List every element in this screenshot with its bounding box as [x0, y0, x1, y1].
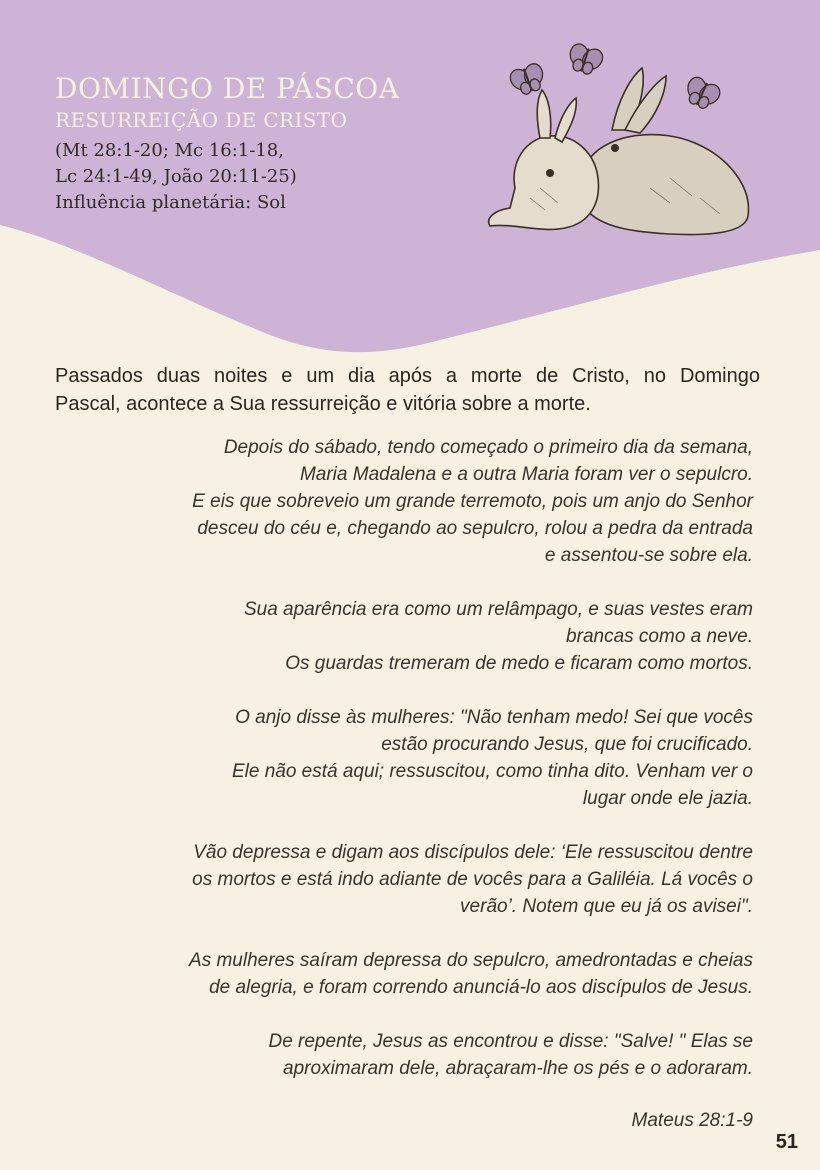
scripture-line: verão’. Notem que eu já os avisei". [460, 896, 753, 917]
intro-line: Passados duas noites e um dia após a morte de Cristo, no Domingo [55, 365, 760, 387]
scripture-stanza [113, 704, 753, 812]
scripture-line: Sua aparência era como um relâmpago, e suas vestes eram [243, 599, 753, 620]
scripture-stanza [113, 1028, 753, 1082]
intro-line: Pascal, acontece a Sua ressurreição e vitória sobre a morte. [55, 393, 591, 415]
scripture-line: aproximaram dele, abraçaram-lhe os pés e o adoraram. [283, 1058, 753, 1079]
page-title: DOMINGO DE PÁSCOA [55, 72, 400, 105]
page-subtitle: RESURREIÇÃO DE CRISTO [55, 108, 348, 132]
scripture-line: de alegria, e foram correndo anunciá-lo aos discípulos de Jesus. [209, 977, 753, 998]
bible-reference-line: Lc 24:1-49, João 20:11-25) [55, 166, 297, 187]
intro-paragraph [55, 362, 760, 418]
scripture-line: e assentou-se sobre ela. [544, 545, 753, 566]
scripture-stanza [113, 947, 753, 1001]
scripture-line: O anjo disse às mulheres: "Não tenham medo! Sei que vocês [235, 707, 753, 728]
bible-reference-line: (Mt 28:1-20; Mc 16:1-18, [55, 140, 284, 161]
scripture-line: os mortos e está indo adiante de vocês para a Galiléia. Lá vocês o [192, 869, 753, 890]
header-block [55, 72, 399, 216]
scripture-line: lugar onde ele jazia. [582, 788, 753, 809]
scripture-line: De repente, Jesus as encontrou e disse: "Salve! " Elas se [268, 1031, 753, 1052]
scripture-quote [113, 434, 753, 1109]
scripture-line: As mulheres saíram depressa do sepulcro, amedrontadas e cheias [189, 950, 753, 971]
scripture-line: Maria Madalena e a outra Maria foram ver o sepulcro. [299, 464, 753, 485]
page-number: 51 [775, 1131, 798, 1153]
scripture-stanza [113, 839, 753, 920]
scripture-line: desceu do céu e, chegando ao sepulcro, rolou a pedra da entrada [197, 518, 753, 539]
scripture-line: Vão depressa e digam aos discípulos dele: ‘Ele ressuscitou dentre [193, 842, 753, 863]
rabbits-illustration [470, 38, 770, 248]
butterfly-icon [562, 38, 609, 78]
scripture-line: Depois do sábado, tendo começado o primeiro dia da semana, [223, 437, 753, 458]
butterfly-icon [679, 70, 727, 114]
scripture-line: brancas como a neve. [566, 626, 753, 647]
scripture-stanza [113, 434, 753, 569]
scripture-line: Ele não está aqui; ressuscitou, como tinha dito. Venham ver o [231, 761, 753, 782]
scripture-line: Os guardas tremeram de medo e ficaram como mortos. [285, 653, 753, 674]
scripture-citation: Mateus 28:1-9 [631, 1110, 753, 1131]
planetary-influence: Influência planetária: Sol [55, 192, 286, 213]
scripture-stanza [113, 596, 753, 677]
scripture-line: E eis que sobreveio um grande terremoto, pois um anjo do Senhor [192, 491, 753, 512]
scripture-line: estão procurando Jesus, que foi crucificado. [381, 734, 753, 755]
